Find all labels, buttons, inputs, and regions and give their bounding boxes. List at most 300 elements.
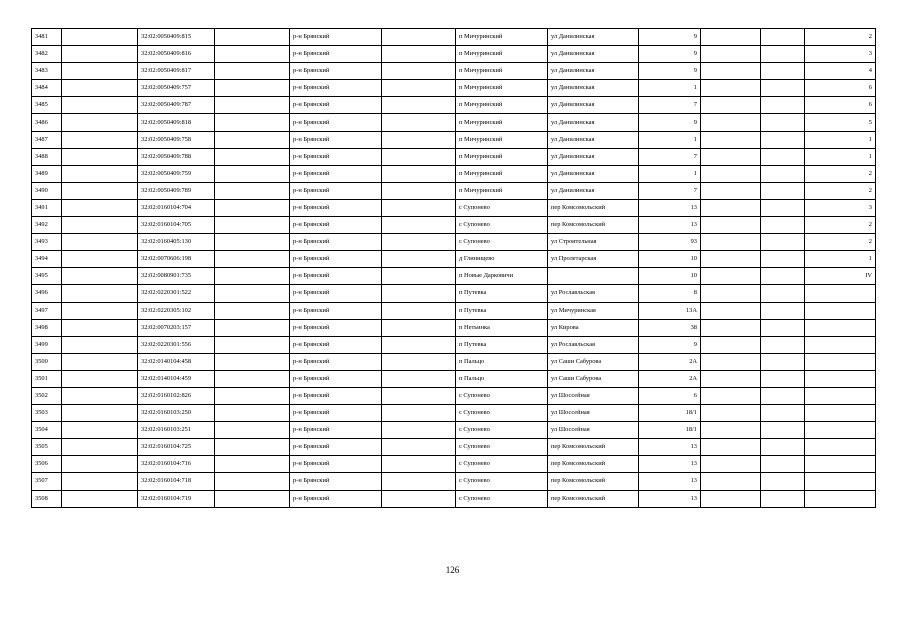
col-blank-5-cell [761, 439, 805, 456]
house-number-cell: 13 [639, 199, 701, 216]
col-blank-4-cell [701, 285, 761, 302]
col-blank-2-cell [215, 353, 290, 370]
table-row [32, 234, 876, 251]
col-blank-1-cell [62, 268, 138, 285]
cadastral-number-cell: 32:02:0160103:251 [138, 422, 215, 439]
apartment-number-cell [805, 370, 876, 387]
house-number-cell: 9 [639, 46, 701, 63]
apartment-number-cell [805, 439, 876, 456]
house-number-cell: 38 [639, 319, 701, 336]
district-cell: р-н Брянский [290, 148, 382, 165]
house-number-cell: 93 [639, 234, 701, 251]
district-cell: р-н Брянский [290, 353, 382, 370]
row-number-cell: 3488 [32, 148, 62, 165]
col-blank-2-cell [215, 251, 290, 268]
row-number-cell: 3505 [32, 439, 62, 456]
col-blank-2-cell [215, 268, 290, 285]
col-blank-5-cell [761, 302, 805, 319]
col-blank-4-cell [701, 319, 761, 336]
district-cell: р-н Брянский [290, 80, 382, 97]
settlement-cell: п Мичуринский [456, 131, 548, 148]
street-cell: ул Рославльская [548, 285, 639, 302]
col-blank-1-cell [62, 456, 138, 473]
row-number-cell: 3499 [32, 336, 62, 353]
col-blank-1-cell [62, 199, 138, 216]
col-blank-1-cell [62, 234, 138, 251]
col-blank-4-cell [701, 131, 761, 148]
street-cell: пер Комсомольский [548, 456, 639, 473]
col-blank-4-cell [701, 251, 761, 268]
row-number-cell: 3503 [32, 405, 62, 422]
table-row [32, 80, 876, 97]
table-row [32, 405, 876, 422]
col-blank-3-cell [382, 319, 456, 336]
col-blank-5-cell [761, 353, 805, 370]
settlement-cell: п Мичуринский [456, 182, 548, 199]
apartment-number-cell: 1 [805, 251, 876, 268]
row-number-cell: 3490 [32, 182, 62, 199]
col-blank-2-cell [215, 439, 290, 456]
page-number: 126 [445, 565, 460, 575]
cadastral-number-cell: 32:02:0050409:788 [138, 148, 215, 165]
col-blank-2-cell [215, 182, 290, 199]
street-cell: ул Данилинская [548, 182, 639, 199]
col-blank-3-cell [382, 46, 456, 63]
row-number-cell: 3489 [32, 165, 62, 182]
house-number-cell: 2А [639, 370, 701, 387]
settlement-cell: с Супонево [456, 439, 548, 456]
street-cell: ул Шоссейная [548, 422, 639, 439]
row-number-cell: 3507 [32, 473, 62, 490]
cadastral-number-cell: 32:02:0160104:725 [138, 439, 215, 456]
apartment-number-cell: 3 [805, 46, 876, 63]
col-blank-3-cell [382, 97, 456, 114]
col-blank-5-cell [761, 182, 805, 199]
col-blank-2-cell [215, 114, 290, 131]
house-number-cell: 18/1 [639, 422, 701, 439]
row-number-cell: 3483 [32, 63, 62, 80]
street-cell: ул Данилинская [548, 46, 639, 63]
col-blank-1-cell [62, 319, 138, 336]
col-blank-2-cell [215, 80, 290, 97]
apartment-number-cell [805, 422, 876, 439]
apartment-number-cell: 1 [805, 131, 876, 148]
cadastral-number-cell: 32:02:0140104:459 [138, 370, 215, 387]
house-number-cell: 2А [639, 353, 701, 370]
apartment-number-cell [805, 456, 876, 473]
cadastral-number-cell: 32:02:0140104:458 [138, 353, 215, 370]
district-cell: р-н Брянский [290, 456, 382, 473]
col-blank-2-cell [215, 490, 290, 507]
cadastral-number-cell: 32:02:0220305:102 [138, 302, 215, 319]
col-blank-5-cell [761, 422, 805, 439]
col-blank-3-cell [382, 234, 456, 251]
cadastral-number-cell: 32:02:0160104:705 [138, 217, 215, 234]
col-blank-4-cell [701, 387, 761, 404]
settlement-cell: п Путевка [456, 302, 548, 319]
table-body [32, 29, 876, 508]
col-blank-4-cell [701, 456, 761, 473]
row-number-cell: 3498 [32, 319, 62, 336]
street-cell: пер Комсомольский [548, 199, 639, 216]
house-number-cell: 9 [639, 29, 701, 46]
table-row [32, 319, 876, 336]
table-row [32, 336, 876, 353]
col-blank-1-cell [62, 353, 138, 370]
settlement-cell: п Мичуринский [456, 80, 548, 97]
district-cell: р-н Брянский [290, 370, 382, 387]
col-blank-3-cell [382, 302, 456, 319]
col-blank-3-cell [382, 387, 456, 404]
col-blank-5-cell [761, 268, 805, 285]
settlement-cell: п Мичуринский [456, 63, 548, 80]
table-row [32, 473, 876, 490]
col-blank-2-cell [215, 370, 290, 387]
col-blank-3-cell [382, 217, 456, 234]
cadastral-number-cell: 32:02:0050409:816 [138, 46, 215, 63]
house-number-cell: 9 [639, 63, 701, 80]
col-blank-5-cell [761, 131, 805, 148]
col-blank-1-cell [62, 29, 138, 46]
apartment-number-cell [805, 387, 876, 404]
cadastral-number-cell: 32:02:0050409:817 [138, 63, 215, 80]
col-blank-5-cell [761, 29, 805, 46]
house-number-cell: 7 [639, 97, 701, 114]
col-blank-3-cell [382, 148, 456, 165]
district-cell: р-н Брянский [290, 387, 382, 404]
col-blank-3-cell [382, 29, 456, 46]
settlement-cell: п Мичуринский [456, 46, 548, 63]
cadastral-number-cell: 32:02:0050409:818 [138, 114, 215, 131]
col-blank-3-cell [382, 285, 456, 302]
row-number-cell: 3485 [32, 97, 62, 114]
col-blank-5-cell [761, 80, 805, 97]
col-blank-4-cell [701, 353, 761, 370]
table-row [32, 46, 876, 63]
street-cell: ул Строительная [548, 234, 639, 251]
row-number-cell: 3500 [32, 353, 62, 370]
street-cell: ул Данилинская [548, 131, 639, 148]
settlement-cell: п Мичуринский [456, 114, 548, 131]
cadastral-number-cell: 32:02:0050409:759 [138, 165, 215, 182]
district-cell: р-н Брянский [290, 63, 382, 80]
table-row [32, 353, 876, 370]
street-cell: ул Саши Сабурова [548, 353, 639, 370]
col-blank-2-cell [215, 148, 290, 165]
house-number-cell: 7 [639, 148, 701, 165]
cadastral-number-cell: 32:02:0080901:735 [138, 268, 215, 285]
col-blank-4-cell [701, 80, 761, 97]
settlement-cell: с Супонево [456, 473, 548, 490]
col-blank-2-cell [215, 131, 290, 148]
street-cell: ул Данилинская [548, 148, 639, 165]
street-cell: ул Шоссейная [548, 387, 639, 404]
col-blank-1-cell [62, 302, 138, 319]
col-blank-2-cell [215, 217, 290, 234]
col-blank-1-cell [62, 405, 138, 422]
cadastral-number-cell: 32:02:0160104:718 [138, 473, 215, 490]
district-cell: р-н Брянский [290, 217, 382, 234]
col-blank-2-cell [215, 97, 290, 114]
table-row [32, 251, 876, 268]
row-number-cell: 3492 [32, 217, 62, 234]
table-row [32, 97, 876, 114]
col-blank-5-cell [761, 456, 805, 473]
col-blank-4-cell [701, 148, 761, 165]
district-cell: р-н Брянский [290, 97, 382, 114]
house-number-cell: 13 [639, 217, 701, 234]
street-cell: ул Данилинская [548, 80, 639, 97]
col-blank-1-cell [62, 387, 138, 404]
district-cell: р-н Брянский [290, 131, 382, 148]
apartment-number-cell: 5 [805, 114, 876, 131]
cadastral-number-cell: 32:02:0050409:789 [138, 182, 215, 199]
col-blank-1-cell [62, 473, 138, 490]
district-cell: р-н Брянский [290, 336, 382, 353]
table-row [32, 165, 876, 182]
row-number-cell: 3495 [32, 268, 62, 285]
col-blank-2-cell [215, 456, 290, 473]
table-row [32, 29, 876, 46]
house-number-cell: 1 [639, 165, 701, 182]
row-number-cell: 3501 [32, 370, 62, 387]
col-blank-4-cell [701, 182, 761, 199]
col-blank-3-cell [382, 251, 456, 268]
district-cell: р-н Брянский [290, 302, 382, 319]
house-number-cell: 13 [639, 473, 701, 490]
district-cell: р-н Брянский [290, 473, 382, 490]
col-blank-4-cell [701, 46, 761, 63]
cadastral-number-cell: 32:02:0160102:826 [138, 387, 215, 404]
col-blank-5-cell [761, 251, 805, 268]
settlement-cell: п Путевка [456, 285, 548, 302]
district-cell: р-н Брянский [290, 422, 382, 439]
col-blank-1-cell [62, 165, 138, 182]
col-blank-5-cell [761, 405, 805, 422]
apartment-number-cell: 2 [805, 165, 876, 182]
apartment-number-cell: 2 [805, 182, 876, 199]
col-blank-2-cell [215, 63, 290, 80]
cadastral-number-cell: 32:02:0050409:787 [138, 97, 215, 114]
col-blank-3-cell [382, 473, 456, 490]
col-blank-3-cell [382, 131, 456, 148]
col-blank-3-cell [382, 336, 456, 353]
apartment-number-cell: 1 [805, 148, 876, 165]
street-cell: пер Комсомольский [548, 473, 639, 490]
table-row [32, 131, 876, 148]
apartment-number-cell: 2 [805, 234, 876, 251]
row-number-cell: 3481 [32, 29, 62, 46]
district-cell: р-н Брянский [290, 165, 382, 182]
settlement-cell: с Супонево [456, 490, 548, 507]
house-number-cell: 10 [639, 251, 701, 268]
settlement-cell: с Супонево [456, 387, 548, 404]
street-cell: пер Комсомольский [548, 490, 639, 507]
col-blank-4-cell [701, 336, 761, 353]
col-blank-2-cell [215, 199, 290, 216]
street-cell: ул Данилинская [548, 29, 639, 46]
col-blank-1-cell [62, 148, 138, 165]
row-number-cell: 3486 [32, 114, 62, 131]
col-blank-5-cell [761, 285, 805, 302]
house-number-cell: 13А [639, 302, 701, 319]
district-cell: р-н Брянский [290, 29, 382, 46]
house-number-cell: 9 [639, 114, 701, 131]
street-cell: ул Данилинская [548, 165, 639, 182]
col-blank-2-cell [215, 29, 290, 46]
col-blank-1-cell [62, 439, 138, 456]
col-blank-2-cell [215, 387, 290, 404]
apartment-number-cell [805, 336, 876, 353]
house-number-cell: 10 [639, 268, 701, 285]
street-cell: ул Данилинская [548, 63, 639, 80]
table-row [32, 422, 876, 439]
col-blank-4-cell [701, 268, 761, 285]
row-number-cell: 3497 [32, 302, 62, 319]
district-cell: р-н Брянский [290, 285, 382, 302]
settlement-cell: п Мичуринский [456, 97, 548, 114]
house-number-cell: 13 [639, 439, 701, 456]
settlement-cell: п Нетьинка [456, 319, 548, 336]
col-blank-4-cell [701, 473, 761, 490]
col-blank-2-cell [215, 234, 290, 251]
col-blank-5-cell [761, 387, 805, 404]
apartment-number-cell: 3 [805, 199, 876, 216]
col-blank-2-cell [215, 46, 290, 63]
col-blank-4-cell [701, 29, 761, 46]
col-blank-5-cell [761, 63, 805, 80]
table-row [32, 439, 876, 456]
table-row [32, 456, 876, 473]
col-blank-3-cell [382, 63, 456, 80]
settlement-cell: п Путевка [456, 336, 548, 353]
col-blank-4-cell [701, 199, 761, 216]
settlement-cell: п Мичуринский [456, 165, 548, 182]
col-blank-1-cell [62, 97, 138, 114]
col-blank-5-cell [761, 473, 805, 490]
col-blank-5-cell [761, 199, 805, 216]
col-blank-1-cell [62, 80, 138, 97]
col-blank-3-cell [382, 199, 456, 216]
col-blank-3-cell [382, 456, 456, 473]
col-blank-3-cell [382, 370, 456, 387]
col-blank-4-cell [701, 370, 761, 387]
row-number-cell: 3502 [32, 387, 62, 404]
col-blank-1-cell [62, 182, 138, 199]
row-number-cell: 3506 [32, 456, 62, 473]
house-number-cell: 1 [639, 131, 701, 148]
settlement-cell: с Супонево [456, 217, 548, 234]
table-row [32, 387, 876, 404]
apartment-number-cell: 6 [805, 97, 876, 114]
col-blank-1-cell [62, 131, 138, 148]
col-blank-2-cell [215, 165, 290, 182]
street-cell: ул Шоссейная [548, 405, 639, 422]
table-row [32, 302, 876, 319]
table-row [32, 182, 876, 199]
registry-table [31, 28, 876, 508]
row-number-cell: 3482 [32, 46, 62, 63]
col-blank-5-cell [761, 46, 805, 63]
table-row [32, 490, 876, 507]
col-blank-3-cell [382, 422, 456, 439]
apartment-number-cell [805, 405, 876, 422]
cadastral-number-cell: 32:02:0050409:815 [138, 29, 215, 46]
cadastral-number-cell: 32:02:0070606:198 [138, 251, 215, 268]
col-blank-3-cell [382, 114, 456, 131]
district-cell: р-н Брянский [290, 251, 382, 268]
col-blank-4-cell [701, 405, 761, 422]
house-number-cell: 1 [639, 80, 701, 97]
col-blank-5-cell [761, 336, 805, 353]
col-blank-3-cell [382, 353, 456, 370]
row-number-cell: 3484 [32, 80, 62, 97]
col-blank-1-cell [62, 370, 138, 387]
table-row [32, 217, 876, 234]
settlement-cell: п Мичуринский [456, 148, 548, 165]
col-blank-2-cell [215, 302, 290, 319]
col-blank-4-cell [701, 97, 761, 114]
col-blank-1-cell [62, 63, 138, 80]
district-cell: р-н Брянский [290, 490, 382, 507]
district-cell: р-н Брянский [290, 439, 382, 456]
street-cell [548, 268, 639, 285]
col-blank-3-cell [382, 268, 456, 285]
col-blank-5-cell [761, 148, 805, 165]
col-blank-1-cell [62, 251, 138, 268]
district-cell: р-н Брянский [290, 114, 382, 131]
table-row [32, 370, 876, 387]
cadastral-number-cell: 32:02:0160104:704 [138, 199, 215, 216]
apartment-number-cell: 2 [805, 29, 876, 46]
house-number-cell: 13 [639, 456, 701, 473]
cadastral-number-cell: 32:02:0220301:522 [138, 285, 215, 302]
col-blank-2-cell [215, 285, 290, 302]
house-number-cell: 6 [639, 387, 701, 404]
street-cell: ул Мичуринская [548, 302, 639, 319]
apartment-number-cell [805, 490, 876, 507]
apartment-number-cell: IV [805, 268, 876, 285]
row-number-cell: 3496 [32, 285, 62, 302]
col-blank-5-cell [761, 165, 805, 182]
settlement-cell: п Новые Дарковичи [456, 268, 548, 285]
col-blank-4-cell [701, 422, 761, 439]
col-blank-3-cell [382, 80, 456, 97]
col-blank-1-cell [62, 114, 138, 131]
col-blank-4-cell [701, 114, 761, 131]
street-cell: ул Саши Сабурова [548, 370, 639, 387]
apartment-number-cell [805, 473, 876, 490]
table-row [32, 268, 876, 285]
house-number-cell: 18/1 [639, 405, 701, 422]
settlement-cell: п Пальцо [456, 370, 548, 387]
apartment-number-cell [805, 302, 876, 319]
col-blank-3-cell [382, 490, 456, 507]
street-cell: ул Рославльская [548, 336, 639, 353]
col-blank-3-cell [382, 182, 456, 199]
table-row [32, 199, 876, 216]
settlement-cell: с Супонево [456, 234, 548, 251]
col-blank-2-cell [215, 319, 290, 336]
apartment-number-cell [805, 285, 876, 302]
apartment-number-cell [805, 319, 876, 336]
col-blank-4-cell [701, 439, 761, 456]
settlement-cell: с Супонево [456, 456, 548, 473]
cadastral-number-cell: 32:02:0160103:250 [138, 405, 215, 422]
col-blank-2-cell [215, 405, 290, 422]
street-cell: ул Данилинская [548, 114, 639, 131]
col-blank-1-cell [62, 285, 138, 302]
